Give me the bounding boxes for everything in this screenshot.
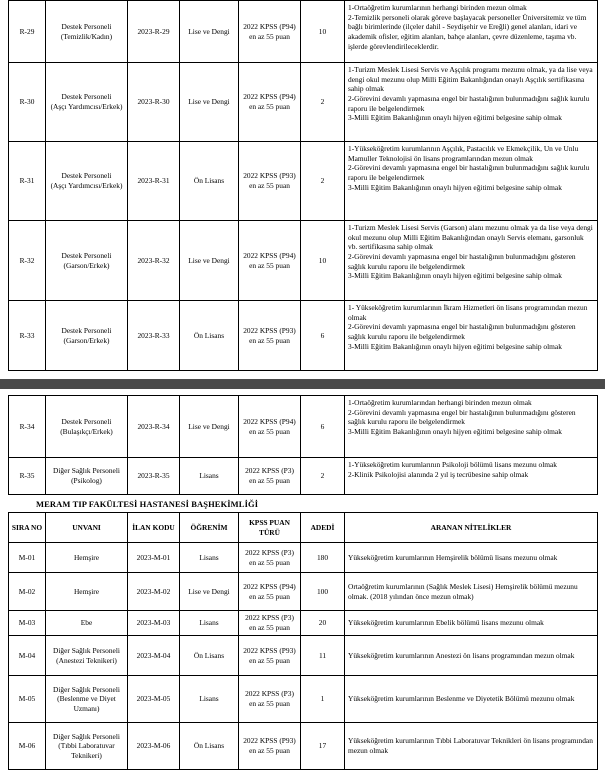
row-qualifications: Yükseköğretim kurumlarının Hemşirelik bölümü lisans mezunu olmak — [345, 543, 598, 573]
row-kpss: 2022 KPSS (P3) en az 55 puan — [239, 676, 301, 723]
table-row — [9, 1, 598, 63]
header-unvan: UNVANI — [46, 513, 128, 543]
row-qualifications: Yükseköğretim kurumlarının Tıbbi Laboratuvar Teknikleri ön lisans programından mezun olmak — [345, 723, 598, 770]
row-title: Hemşire — [46, 543, 128, 573]
hospital-positions-table — [8, 512, 598, 770]
row-ilan-code: 2023-M-04 — [128, 636, 180, 676]
row-kpss: 2022 KPSS (P93) en az 55 puan — [239, 142, 301, 221]
row-code: R-33 — [9, 301, 46, 371]
row-kpss: 2022 KPSS (P93) en az 55 puan — [239, 301, 301, 371]
row-title: Destek Personeli (Temizlik/Kadın) — [46, 1, 128, 63]
row-count: 2 — [301, 63, 345, 142]
row-ilan-code: 2023-R-33 — [128, 301, 180, 371]
header-ilan-kodu: İLAN KODU — [128, 513, 180, 543]
row-code: M-04 — [9, 636, 46, 676]
row-count: 11 — [301, 636, 345, 676]
table-row — [9, 142, 598, 221]
row-kpss: 2022 KPSS (P3) en az 55 puan — [239, 611, 301, 636]
row-education: Ön Lisans — [180, 142, 239, 221]
row-ilan-code: 2023-R-32 — [128, 221, 180, 301]
row-education: Lisans — [180, 458, 239, 495]
table-row — [9, 396, 598, 458]
row-count: 2 — [301, 142, 345, 221]
row-title: Destek Personeli (Bulaşıkçı/Erkek) — [46, 396, 128, 458]
row-code: R-31 — [9, 142, 46, 221]
section-title: MERAM TIP FAKÜLTESİ HASTANESİ BAŞHEKİMLİĞİ — [36, 499, 259, 509]
table-row — [9, 221, 598, 301]
row-ilan-code: 2023-M-03 — [128, 611, 180, 636]
row-code: M-02 — [9, 573, 46, 611]
row-count: 20 — [301, 611, 345, 636]
row-count: 6 — [301, 301, 345, 371]
table-row — [9, 573, 598, 611]
table-row — [9, 543, 598, 573]
row-ilan-code: 2023-M-01 — [128, 543, 180, 573]
table-row — [9, 301, 598, 371]
row-count: 100 — [301, 573, 345, 611]
row-kpss: 2022 KPSS (P3) en az 55 puan — [239, 458, 301, 495]
row-count: 2 — [301, 458, 345, 495]
row-count: 10 — [301, 221, 345, 301]
table-row — [9, 676, 598, 723]
table-row — [9, 611, 598, 636]
row-title: Destek Personeli (Garson/Erkek) — [46, 301, 128, 371]
row-ilan-code: 2023-R-31 — [128, 142, 180, 221]
row-qualifications: Yükseköğretim kurumlarının Beslenme ve Diyetetik Bölümü mezunu olmak — [345, 676, 598, 723]
positions-table-r29-r33 — [8, 0, 598, 371]
row-qualifications: 1- Yükseköğretim kurumlarının İkram Hizmetleri ön lisans programından mezun olmak 2-Görevini devamlı yapmasına engel bir hastalığının bulunmadığını gösteren sağlık kurulu raporu ile belgelendirmek 3-Milli Eğitim Bakanlığının onaylı hijyen eğitimi belgesine sahip olmak — [345, 301, 598, 371]
row-qualifications: Yükseköğretim kurumlarının Ebelik bölümü lisans mezunu olmak — [345, 611, 598, 636]
row-qualifications: 1-Ortaöğretim kurumlarından herhangi birinden mezun olmak 2-Görevini devamlı yapmasına engel bir hastalığının bulunmadığını gösteren sağlık kurulu raporu ile belgelendirmek 3-Milli Eğitim Bakanlığının onaylı hijyen eğitimi belgesine sahip olmak — [345, 396, 598, 458]
row-ilan-code: 2023-R-29 — [128, 1, 180, 63]
row-title: Ebe — [46, 611, 128, 636]
table-row — [9, 458, 598, 495]
row-count: 6 — [301, 396, 345, 458]
row-kpss: 2022 KPSS (P93) en az 55 puan — [239, 636, 301, 676]
row-kpss: 2022 KPSS (P3) en az 55 puan — [239, 543, 301, 573]
row-education: Lisans — [180, 676, 239, 723]
row-count: 180 — [301, 543, 345, 573]
row-kpss: 2022 KPSS (P94) en az 55 puan — [239, 573, 301, 611]
header-ogrenim: ÖĞRENİM — [180, 513, 239, 543]
table-row — [9, 636, 598, 676]
row-code: M-06 — [9, 723, 46, 770]
row-kpss: 2022 KPSS (P94) en az 55 puan — [239, 1, 301, 63]
row-code: M-05 — [9, 676, 46, 723]
row-qualifications: Yükseköğretim kurumlarının Anestezi ön lisans programından mezun olmak — [345, 636, 598, 676]
row-qualifications: Ortaöğretim kurumlarının (Sağlık Meslek Lisesi) Hemşirelik bölümü mezunu olmak. (2018 yılından önce mezun olmak) — [345, 573, 598, 611]
row-education: Lise ve Dengi — [180, 63, 239, 142]
row-ilan-code: 2023-M-02 — [128, 573, 180, 611]
table-row — [9, 723, 598, 770]
row-count: 1 — [301, 676, 345, 723]
header-kpss: KPSS PUAN TÜRÜ — [239, 513, 301, 543]
row-kpss: 2022 KPSS (P93) en az 55 puan — [239, 723, 301, 770]
row-kpss: 2022 KPSS (P94) en az 55 puan — [239, 396, 301, 458]
row-ilan-code: 2023-M-06 — [128, 723, 180, 770]
row-code: M-01 — [9, 543, 46, 573]
row-code: R-32 — [9, 221, 46, 301]
row-kpss: 2022 KPSS (P94) en az 55 puan — [239, 63, 301, 142]
row-education: Lise ve Dengi — [180, 573, 239, 611]
row-qualifications: 1-Yükseköğretim kurumlarının Aşçılık, Pastacılık ve Ekmekçilik, Un ve Unlu Mamuller Teknolojisi ön lisans programlarından mezun olmak 2-Görevini devamlı yapmasına engel bir hastalığının bulunmadığını sağlık kurulu raporu ile belgelendirmek 3-Milli Eğitim Bakanlığının onaylı hijyen eğitimi belgesine sahip olmak — [345, 142, 598, 221]
row-education: Lise ve Dengi — [180, 221, 239, 301]
table-header-row — [9, 513, 598, 543]
row-title: Diğer Sağlık Personeli (Psikolog) — [46, 458, 128, 495]
row-title: Destek Personeli (Garson/Erkek) — [46, 221, 128, 301]
row-code: R-35 — [9, 458, 46, 495]
row-qualifications: 1-Turizm Meslek Lisesi Servis ve Aşçılık programı mezunu olmak, ya da lise veya dengi okul mezunu olup Milli Eğitim Bakanlığından onaylı Aşçılık sertifikasına sahip olmak 2-Görevini devamlı yapmasına engel bir hastalığının bulunmadığını sağlık kurulu raporu ile belgelendirmek 3-Milli Eğitim Bakanlığının onaylı hijyen eğitimi belgesine sahip olmak — [345, 63, 598, 142]
row-qualifications: 1-Yükseköğretim kurumlarının Psikoloji bölümü lisans mezunu olmak 2-Klinik Psikolojisi alanında 2 yıl iş tecrübesine sahip olmak — [345, 458, 598, 495]
row-code: M-03 — [9, 611, 46, 636]
row-code: R-30 — [9, 63, 46, 142]
row-education: Ön Lisans — [180, 636, 239, 676]
row-title: Hemşire — [46, 573, 128, 611]
header-adet: ADEDİ — [301, 513, 345, 543]
row-code: R-29 — [9, 1, 46, 63]
header-nitelik: ARANAN NİTELİKLER — [345, 513, 598, 543]
row-count: 17 — [301, 723, 345, 770]
row-qualifications: 1-Turizm Meslek Lisesi Servis (Garson) alanı mezunu olmak ya da lise veya dengi okul mezunu olup Milli Eğitim Bakanlığından onaylı Servis elemanı, garsonluk vb. sertifikasına sahip olmak 2-Görevini devamlı yapmasına engel bir hastalığının bulunmadığını gösteren sağlık kurulu raporu ile belgelendirmek 3-Milli Eğitim Bakanlığının onaylı hijyen eğitimi belgesine sahip olmak — [345, 221, 598, 301]
row-count: 10 — [301, 1, 345, 63]
row-title: Destek Personeli (Aşçı Yardımcısı/Erkek) — [46, 142, 128, 221]
row-qualifications: 1-Ortaöğretim kurumlarının herhangi birinden mezun olmak 2-Temizlik personeli olarak göreve başlayacak personeller Üniversitemiz ve tüm bağlı birimlerinde (ilçeler dahil - Seydişehir ve Ereğli) genel alanları, idari ve akademik ofisler, eğitim alanları, bahçe alanları, çevre düzenleme, taşıma vb. işlerde görevlendirileceklerdir. — [345, 1, 598, 63]
row-ilan-code: 2023-M-05 — [128, 676, 180, 723]
row-title: Diğer Sağlık Personeli (Tıbbi Laboratuvar Teknikeri) — [46, 723, 128, 770]
row-education: Ön Lisans — [180, 723, 239, 770]
row-education: Lisans — [180, 611, 239, 636]
row-education: Lise ve Dengi — [180, 396, 239, 458]
table-row — [9, 63, 598, 142]
row-education: Lise ve Dengi — [180, 1, 239, 63]
row-code: R-34 — [9, 396, 46, 458]
row-title: Diğer Sağlık Personeli (Beslenme ve Diyet Uzmanı) — [46, 676, 128, 723]
row-education: Lisans — [180, 543, 239, 573]
row-title: Diğer Sağlık Personeli (Anestezi Teknikeri) — [46, 636, 128, 676]
row-ilan-code: 2023-R-35 — [128, 458, 180, 495]
header-sira-no: SIRA NO — [9, 513, 46, 543]
row-ilan-code: 2023-R-34 — [128, 396, 180, 458]
row-title: Destek Personeli (Aşçı Yardımcısı/Erkek) — [46, 63, 128, 142]
positions-table-r34-r35 — [8, 395, 598, 495]
row-education: Ön Lisans — [180, 301, 239, 371]
row-ilan-code: 2023-R-30 — [128, 63, 180, 142]
row-kpss: 2022 KPSS (P94) en az 55 puan — [239, 221, 301, 301]
page-break-bar — [0, 379, 605, 389]
